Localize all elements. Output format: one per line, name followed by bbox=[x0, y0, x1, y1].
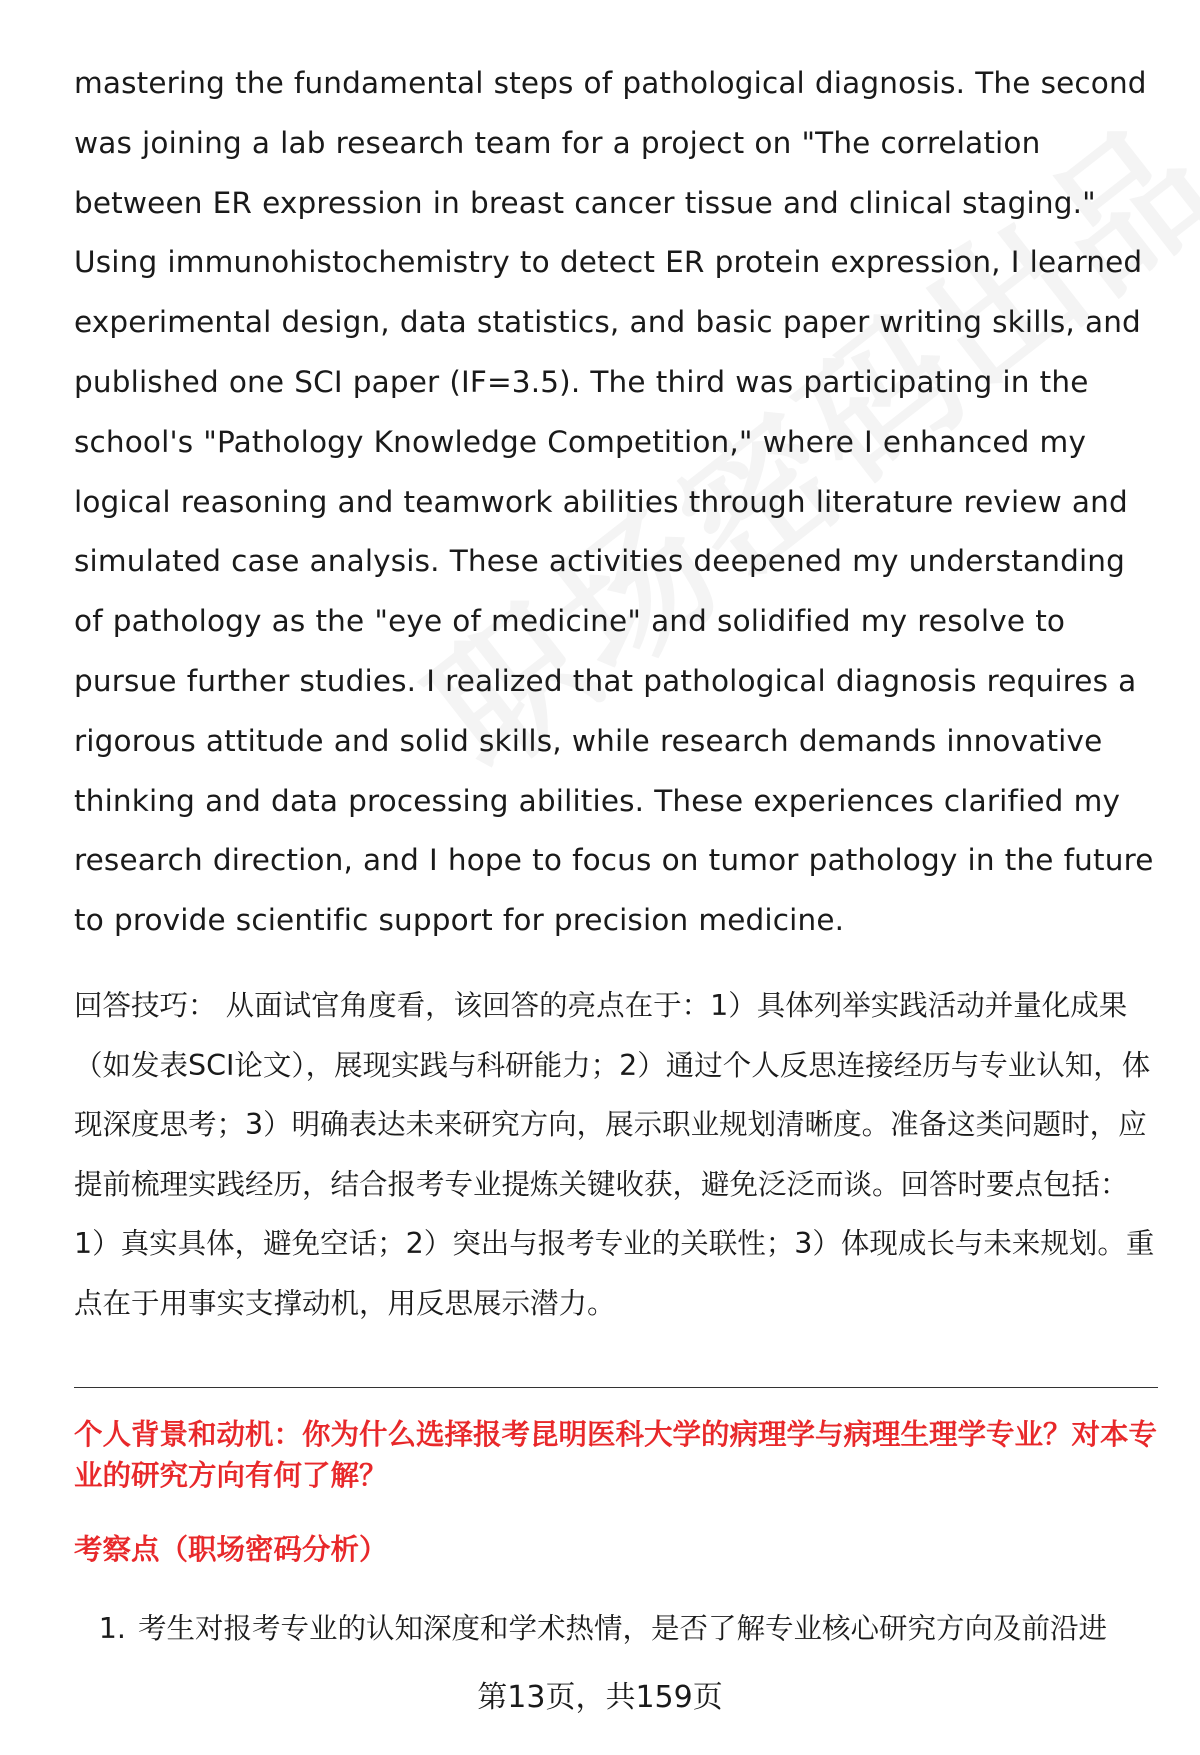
answer-paragraph: mastering the fundamental steps of pathological diagnosis. The second was joining a lab research team for a project on "The correlation between ER expression in breast cancer tissue and clinical staging." Using immunohistochemistry to detect ER protein expression, I learned experimental design, data statistics, and basic paper writing skills, and published one SCI paper (IF=3.5). The third was participating in the school's "Pathology Knowledge Competition," where I enhanced my logical reasoning and teamwork abilities through literature review and simulated case analysis. These activities deepened my understanding of pathology as the "eye of medicine" and solidified my resolve to pursue further studies. I realized that pathological diagnosis requires a rigorous attitude and solid skills, while research demands innovative thinking and data processing abilities. These experiences clarified my research direction, and I hope to focus on tumor pathology in the future to provide scientific support for precision medicine. bbox=[74, 66, 1154, 938]
exam-points-heading: 考察点（职场密码分析） bbox=[74, 1533, 388, 1566]
exam-points-list bbox=[74, 1608, 1159, 1650]
section-divider bbox=[74, 1387, 1158, 1388]
list-item bbox=[74, 1608, 1159, 1650]
list-item-number: 1. bbox=[98, 1612, 126, 1645]
page-footer: 第13页，共159页 bbox=[477, 1680, 723, 1715]
question-heading: 个人背景和动机：你为什么选择报考昆明医科大学的病理学与病理生理学专业？对本专业的研究方向有何了解？ bbox=[74, 1418, 1158, 1492]
tips-paragraph bbox=[74, 976, 1159, 1334]
tips-text: 从面试官角度看，该回答的亮点在于：1）具体列举实践活动并量化成果（如发表SCI论文），展现实践与科研能力；2）通过个人反思连接经历与专业认知，体现深度思考；3）明确表达未来研究方向，展示职业规划清晰度。准备这类问题时，应提前梳理实践经历，结合报考专业提炼关键收获，避免泛泛而谈。回答时要点包括：1）真实具体，避免空话；2）突出与报考专业的关联性；3）体现成长与未来规划。重点在于用事实支撑动机，用反思展示潜力。 bbox=[74, 989, 1155, 1320]
tips-label: 回答技巧： bbox=[74, 989, 217, 1022]
list-item-text: 考生对报考专业的认知深度和学术热情，是否了解专业核心研究方向及前沿进 bbox=[138, 1612, 1108, 1645]
